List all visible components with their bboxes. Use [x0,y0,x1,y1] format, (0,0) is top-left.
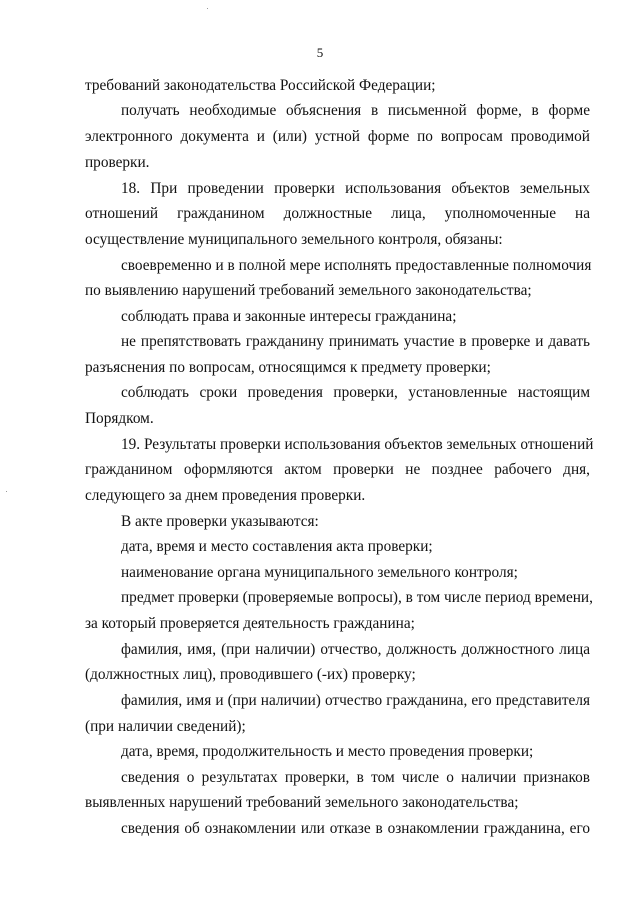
scan-mark [6,491,7,492]
text-line: соблюдать сроки проведения проверки, установленные настоящим [121,384,590,401]
text-line: Порядком. [85,410,154,427]
text-line: фамилия, имя и (при наличии) отчество гражданина, его представителя [121,692,590,709]
text-line: предмет проверки (проверяемые вопросы), в том числе период времени, [121,589,593,606]
text-line: разъяснения по вопросам, относящимся к предмету проверки; [85,359,491,376]
text-line: не препятствовать гражданину принимать участие в проверке и давать [121,333,590,350]
text-line: своевременно и в полной мере исполнять предоставленные полномочия [121,257,592,274]
text-line: 18. При проведении проверки использования объектов земельных [121,180,590,197]
text-line: по выявлению нарушений требований земельного законодательства; [85,282,532,299]
text-line: дата, время, продолжительность и место проведения проверки; [121,743,534,760]
text-line: 19. Результаты проверки использования объектов земельных отношений [121,436,594,453]
text-line: сведения о результатах проверки, в том числе о наличии признаков [121,769,590,786]
text-line: наименование органа муниципального земельного контроля; [121,564,518,581]
text-line: следующего за днем проведения проверки. [85,487,366,504]
text-line: гражданином оформляются актом проверки не позднее рабочего дня, [85,461,590,478]
page-number: 5 [316,45,324,60]
text-line: требований законодательства Российской Федерации; [85,77,436,94]
text-line: В акте проверки указываются: [121,513,319,530]
text-line: за который проверяется деятельность гражданина; [85,615,415,632]
text-line: получать необходимые объяснения в письменной форме, в форме [121,102,590,119]
text-line: дата, время и место составления акта проверки; [121,538,433,555]
text-line: проверки. [85,154,150,171]
text-line: отношений гражданином должностные лица, уполномоченные на [85,205,590,222]
text-line: фамилия, имя, (при наличии) отчество, должность должностного лица [121,641,590,658]
text-line: выявленных нарушений требований земельного законодательства; [85,794,519,811]
text-line: (должностных лиц), проводившего (-их) проверку; [85,666,416,683]
text-line: соблюдать права и законные интересы гражданина; [121,308,457,325]
text-line: (при наличии сведений); [85,718,246,735]
scan-mark [207,8,208,9]
text-line: электронного документа и (или) устной форме по вопросам проводимой [85,128,590,145]
text-line: сведения об ознакомлении или отказе в ознакомлении гражданина, его [121,820,590,837]
text-line: осуществление муниципального земельного контроля, обязаны: [85,231,503,248]
